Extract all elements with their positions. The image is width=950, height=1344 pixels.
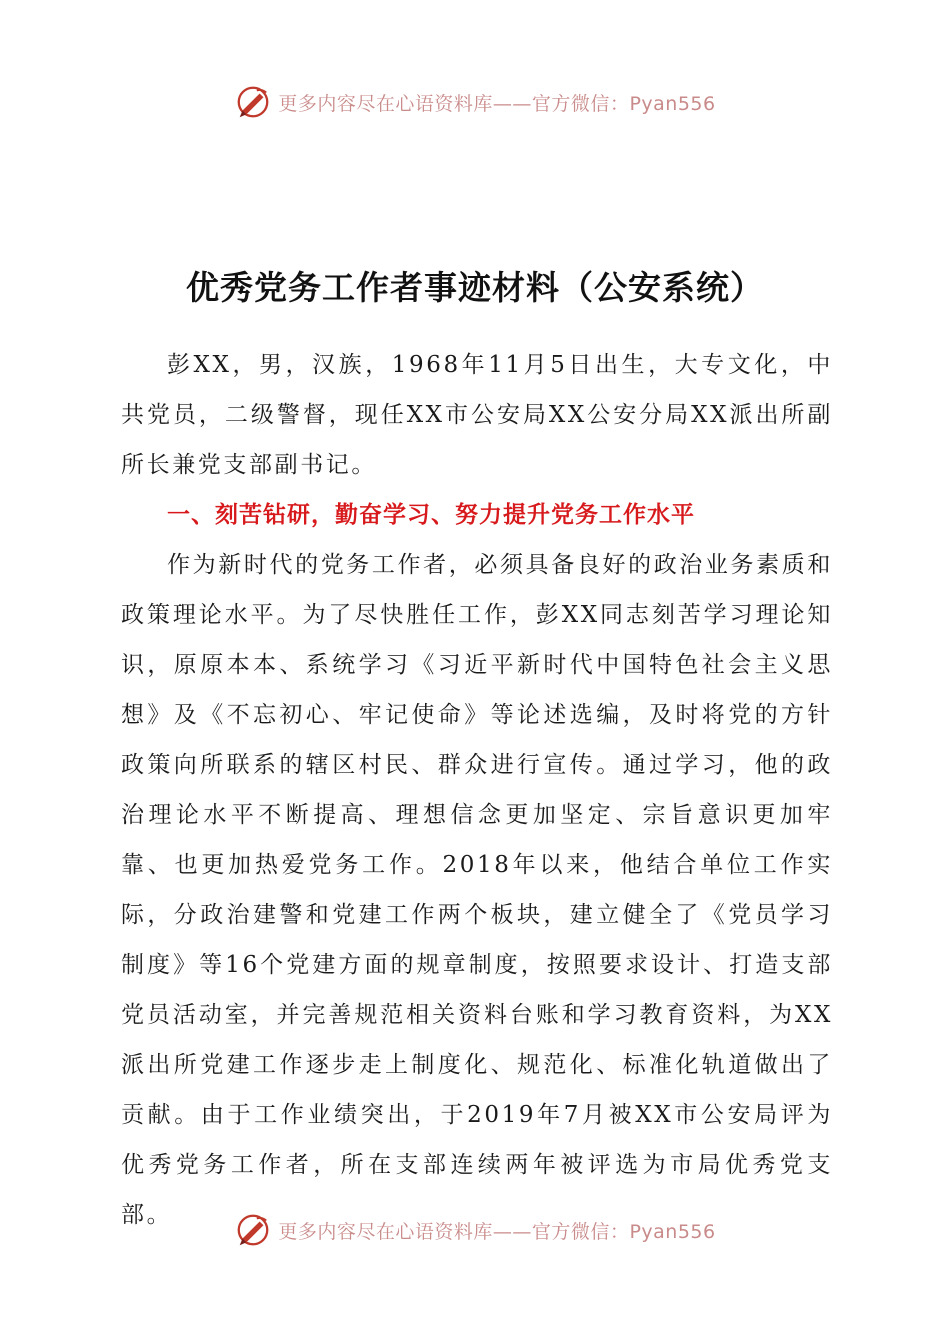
banner-inner: [234, 83, 715, 121]
section-1-heading: 一、刻苦钻研，勤奋学习、努力提升党务工作水平: [167, 502, 695, 528]
footer-banner: [0, 1208, 950, 1252]
banner-text: 更多内容尽在心语资料库——官方微信：Pyan556: [278, 1220, 716, 1243]
intro-paragraph: 彭XX，男，汉族，1968年11月5日出生，大专文化，中共党员，二级警督，现任XX市公安局XX公安分局XX派出所副所长兼党支部副书记。: [121, 352, 833, 478]
section-1-paragraph: 作为新时代的党务工作者，必须具备良好的政治业务素质和政策理论水平。为了尽快胜任工作，彭XX同志刻苦学习理论知识，原原本本、系统学习《习近平新时代中国特色社会主义思想》及《不忘初心、牢记使命》等论述选编，及时将党的方针政策向所联系的辖区村民、群众进行宣传。通过学习，他的政治理论水平不断提高、理想信念更加坚定、宗旨意识更加牢靠、也更加热爱党务工作。2018年以来，他结合单位工作实际，分政治建警和党建工作两个板块，建立健全了《党员学习制度》等16个党建方面的规章制度，按照要求设计、打造支部党员活动室，并完善规范相关资料台账和学习教育资料，为XX派出所党建工作逐步走上制度化、规范化、标准化轨道做出了贡献。由于工作业绩突出，于2019年7月被XX市公安局评为优秀党务工作者，所在支部连续两年被评选为市局优秀党支部。: [121, 552, 833, 1228]
pen-logo-icon: [234, 83, 272, 121]
banner-text: 更多内容尽在心语资料库——官方微信：Pyan556: [278, 92, 716, 115]
banner-inner: [234, 1211, 715, 1249]
header-banner: [0, 80, 950, 124]
document-body: [121, 340, 833, 1240]
pen-logo-icon: [234, 1211, 272, 1249]
document-title: 优秀党务工作者事迹材料（公安系统）: [186, 268, 764, 307]
